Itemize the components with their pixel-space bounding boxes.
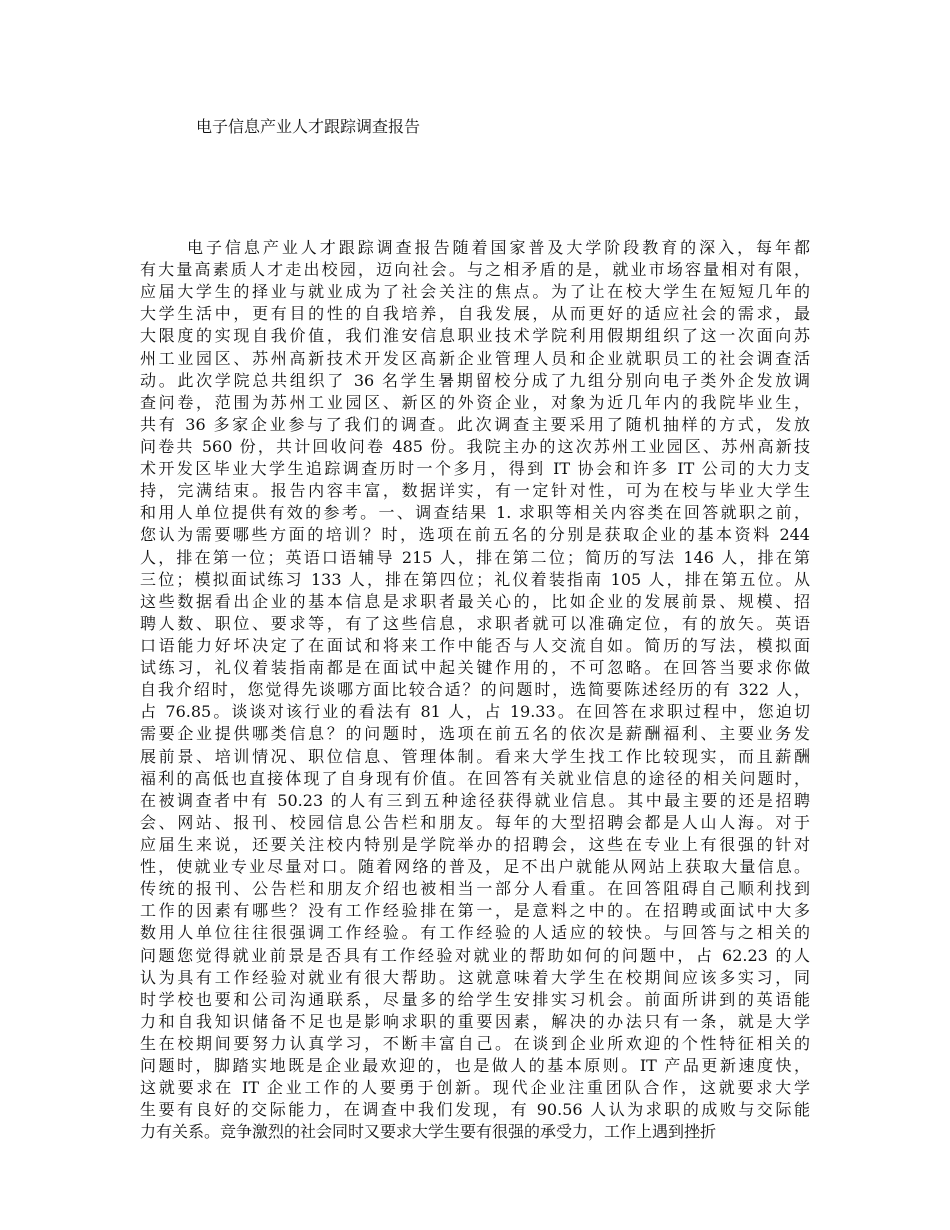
body-text-line: 时学校也要和公司沟通联系，尽量多的给学生安排实习机会。前面所讲到的英语能 [140,989,810,1009]
body-text-line: 这就要求在 IT 企业工作的人要勇于创新。现代企业注重团队合作，这就要求大学 [140,1078,810,1098]
body-text-line: 动。此次学院总共组织了 36 名学生暑期留校分成了九组分别向电子类外企发放调 [140,370,810,390]
body-text-line: 大学生活中，更有目的性的自我培养，自我发展，从而更好的适应社会的需求，最 [140,304,810,324]
body-text-line: 应届生来说，还要关注校内特别是学院举办的招聘会，这些在专业上有很强的针对 [140,834,810,854]
body-text-line: 查问卷，范围为苏州工业园区、新区的外资企业，对象为近几年内的我院毕业生， [140,392,810,412]
body-text-line: 电子信息产业人才跟踪调查报告随着国家普及大学阶段教育的深入，每年都 [187,238,810,257]
body-text-line: 应届大学生的择业与就业成为了社会关注的焦点。为了让在校大学生在短短几年的 [140,282,810,302]
body-text-line: 有大量高素质人才走出校园，迈向社会。与之相矛盾的是，就业市场容量相对有限， [140,260,810,280]
body-text-line: 口语能力好坏决定了在面试和将来工作中能否与人交流自如。简历的写法，模拟面 [140,635,810,655]
body-text-line: 州工业园区、苏州高新技术开发区高新企业管理人员和企业就职员工的社会调查活 [140,348,810,368]
body-text-line: 福利的高低也直接体现了自身现有价值。在回答有关就业信息的途径的相关问题时， [140,768,810,788]
body-text-line: 生要有良好的交际能力，在调查中我们发现，有 90.56 人认为求职的成败与交际能 [140,1100,810,1120]
body-text-line: 问题时，脚踏实地既是企业最欢迎的，也是做人的基本原则。IT 产品更新速度快， [140,1056,810,1076]
body-text-line: 自我介绍时，您觉得先谈哪方面比较合适？的问题时，选简要陈述经历的有 322 人， [140,680,810,700]
body-text-line: 问题您觉得就业前景是否具有工作经验对就业的帮助如何的问题中，占 62.23 的人 [140,945,810,965]
body-text-line: 在被调查者中有 50.23 的人有三到五种途径获得就业信息。其中最主要的还是招聘 [140,790,810,810]
body-text-line: 术开发区毕业大学生追踪调查历时一个多月，得到 IT 协会和许多 IT 公司的大力支 [140,459,810,479]
body-text-line: 展前景、培训情况、职位信息、管理体制。看来大学生找工作比较现实，而且薪酬 [140,746,810,766]
body-text-line: 大限度的实现自我价值，我们淮安信息职业技术学院利用假期组织了这一次面向苏 [140,326,810,346]
body-text-line: 传统的报刊、公告栏和朋友介绍也被相当一部分人看重。在回答阻碍自己顺利找到 [140,879,810,899]
body-text-line: 数用人单位往往很强调工作经验。有工作经验的人适应的较快。与回答与之相关的 [140,923,810,943]
body-text-line: 力有关系。竞争激烈的社会同时又要求大学生要有很强的承受力，工作上遇到挫折 [140,1122,717,1142]
body-text-line: 认为具有工作经验对就业有很大帮助。这就意味着大学生在校期间应该多实习，同 [140,967,810,987]
body-text-line: 共有 36 多家企业参与了我们的调查。此次调查主要采用了随机抽样的方式，发放 [140,414,810,434]
body-text-line: 人，排在第一位；英语口语辅导 215 人，排在第二位；简历的写法 146 人，排在第 [140,547,810,567]
body-text-line: 生在校期间要努力认真学习，不断丰富自己。在谈到企业所欢迎的个性特征相关的 [140,1033,810,1053]
body-text-line: 性，使就业专业尽量对口。随着网络的普及，足不出户就能从网站上获取大量信息。 [140,857,810,877]
body-text-line: 您认为需要哪些方面的培训？时，选项在前五名的分别是获取企业的基本资料 244 [140,525,810,545]
document-title: 电子信息产业人才跟踪调查报告 [196,117,421,136]
body-text-line: 占 76.85。谈谈对该行业的看法有 81 人，占 19.33。在回答在求职过程中，您迫切 [140,702,810,722]
body-text-line: 持，完满结束。报告内容丰富，数据详实，有一定针对性，可为在校与毕业大学生 [140,481,810,501]
document-body [140,237,810,1143]
body-text-line: 会、网站、报刊、校园信息公告栏和朋友。每年的大型招聘会都是人山人海。对于 [140,812,810,832]
body-text-line: 这些数据看出企业的基本信息是求职者最关心的，比如企业的发展前景、规模、招 [140,591,810,611]
body-text-line: 聘人数、职位、要求等，有了这些信息，求职者就可以准确定位，有的放矢。英语 [140,613,810,633]
body-text-line: 试练习，礼仪着装指南都是在面试中起关键作用的，不可忽略。在回答当要求你做 [140,658,810,678]
body-text-line: 三位；模拟面试练习 133 人，排在第四位；礼仪着装指南 105 人，排在第五位。从 [140,569,810,589]
body-text-line: 问卷共 560 份，共计回收问卷 485 份。我院主办的这次苏州工业园区、苏州高新技 [140,436,810,456]
body-text-line: 和用人单位提供有效的参考。一、调查结果 1. 求职等相关内容类在回答就职之前， [140,503,810,523]
body-text-line: 工作的因素有哪些？没有工作经验排在第一，是意料之中的。在招聘或面试中大多 [140,901,810,921]
body-text-line: 需要企业提供哪类信息？的问题时，选项在前五名的依次是薪酬福利、主要业务发 [140,724,810,744]
body-text-line: 力和自我知识储备不足也是影响求职的重要因素，解决的办法只有一条，就是大学 [140,1011,810,1031]
